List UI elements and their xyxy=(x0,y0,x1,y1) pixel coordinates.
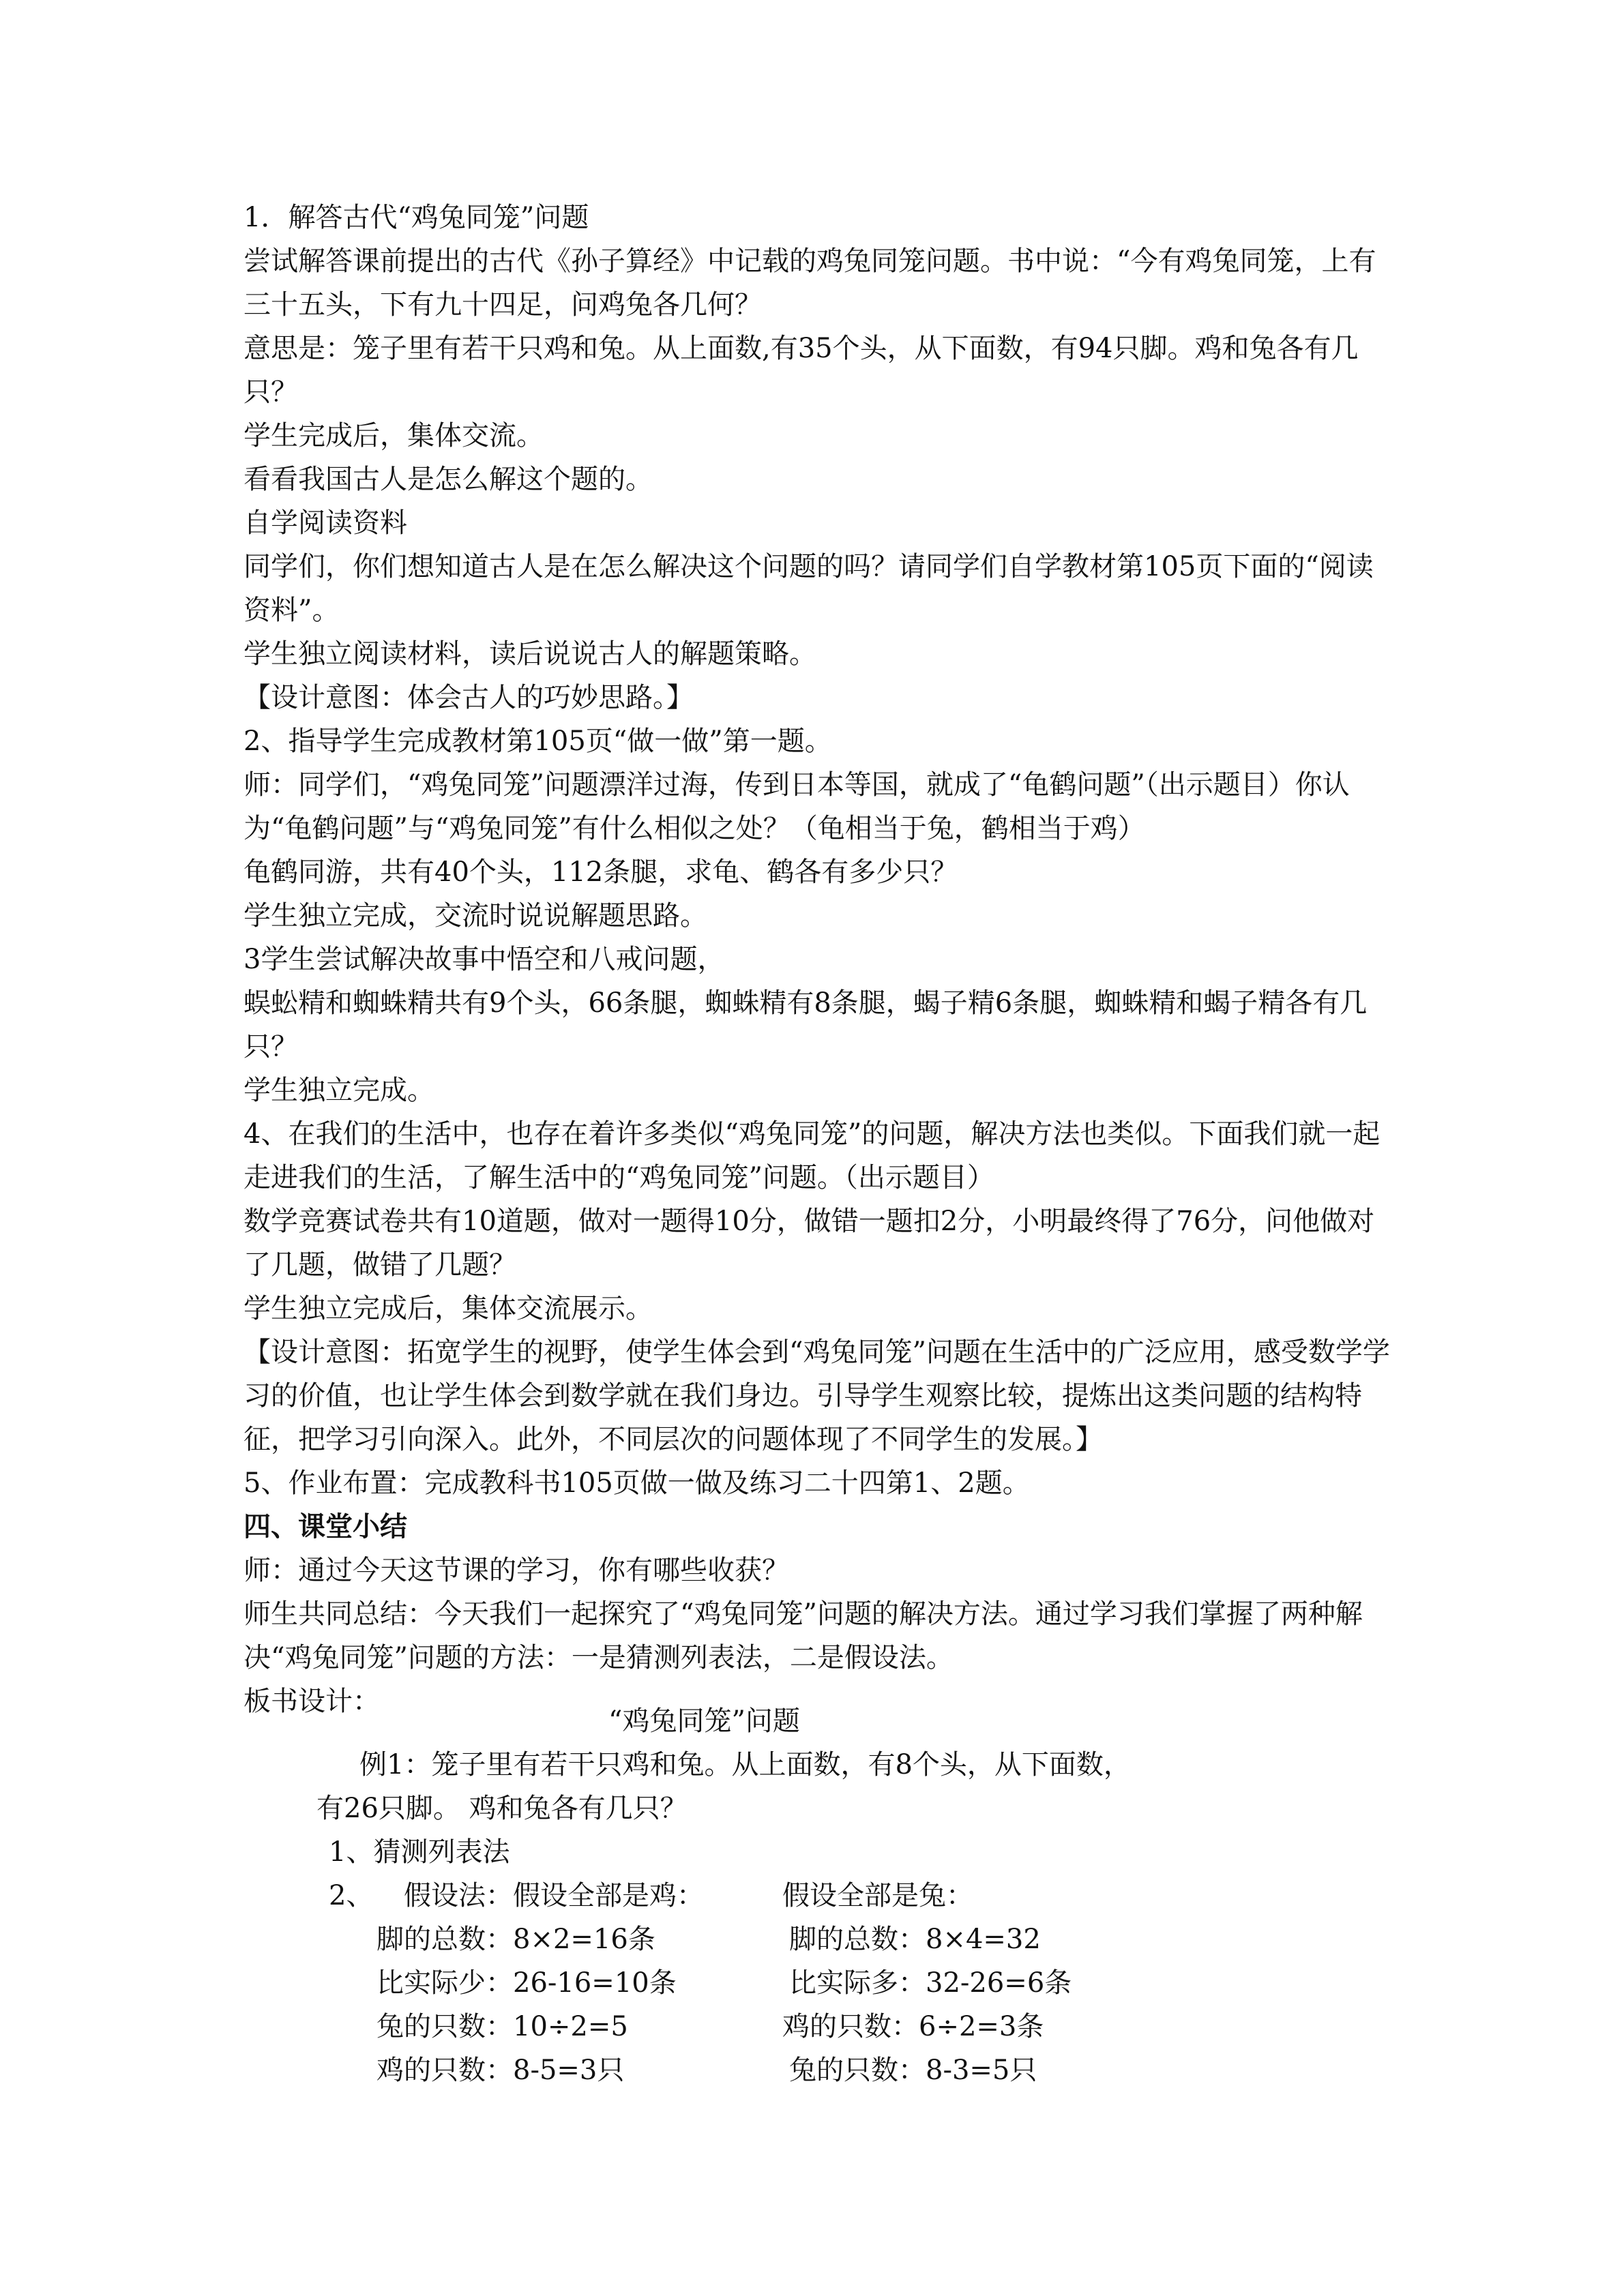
paragraph: 师：同学们，“鸡兔同笼”问题漂洋过海，传到日本等国，就成了“龟鹤问题”（出示题目）你认为“龟鹤问题”与“鸡兔同笼”有什么相似之处？（龟相当于兔，鹤相当于鸡） xyxy=(243,769,1350,844)
board-example-line1: 例1：笼子里有若干只鸡和兔。从上面数，有8个头，从下面数， xyxy=(359,1749,1131,1780)
board-left-calc: 比实际少：26-16=10条 xyxy=(377,1967,677,1999)
paragraph: 4、在我们的生活中，也存在着许多类似“鸡兔同笼”的问题，解决方法也类似。下面我们就一起走进我们的生活，了解生活中的“鸡兔同笼”问题。（出示题目） xyxy=(243,1118,1381,1193)
lesson-body xyxy=(243,196,1396,1723)
board-method2-label: 假设法：假设全部是鸡： xyxy=(404,1880,704,1911)
board-right-calc: 鸡的只数：6÷2=3条 xyxy=(782,2011,1044,2042)
board-left-calc: 鸡的只数：8-5=3只 xyxy=(377,2055,625,2086)
blackboard-design xyxy=(243,1699,1396,2092)
paragraph: 数学竞赛试卷共有10道题，做对一题得10分，做错一题扣2分，小明最终得了76分，问他做对了几题，做错了几题？ xyxy=(243,1206,1375,1281)
paragraph: 学生完成后，集体交流。 xyxy=(243,420,544,451)
board-calc-row xyxy=(243,2048,1396,2092)
paragraph: 3学生尝试解决故事中悟空和八戒问题， xyxy=(243,944,725,975)
board-method1-row xyxy=(243,1830,1396,1874)
board-method1: 1、猜测列表法 xyxy=(329,1836,510,1868)
paragraph: 自学阅读资料 xyxy=(243,507,407,539)
paragraph: 1．解答古代“鸡兔同笼”问题 xyxy=(243,202,589,233)
paragraph: 学生独立阅读材料，读后说说古人的解题策略。 xyxy=(243,638,816,670)
board-title: “鸡兔同笼”问题 xyxy=(608,1705,800,1737)
design-intent-note: 【设计意图：拓宽学生的视野，使学生体会到“鸡兔同笼”问题在生活中的广泛应用，感受数学学习的价值，也让学生体会到数学就在我们身边。引导学生观察比较，提炼出这类问题的结构特征，把学习引向深入。此外，不同层次的问题体现了不同学生的发展。】 xyxy=(243,1337,1390,1455)
board-calc-row xyxy=(243,1961,1396,2005)
board-right-calc: 兔的只数：8-3=5只 xyxy=(789,2055,1037,2086)
paragraph: 学生独立完成，交流时说说解题思路。 xyxy=(243,900,707,931)
paragraph: 学生独立完成后，集体交流展示。 xyxy=(243,1293,653,1324)
paragraph: 意思是：笼子里有若干只鸡和兔。从上面数,有35个头，从下面数，有94只脚。鸡和兔各有几只？ xyxy=(243,333,1359,408)
paragraph: 龟鹤同游，共有40个头，112条腿，求龟、鹤各有多少只？ xyxy=(243,856,958,888)
board-calc-row xyxy=(243,1918,1396,1961)
paragraph: 2、指导学生完成教材第105页“做一做”第一题。 xyxy=(243,726,832,757)
board-right-calc: 脚的总数：8×4=32 xyxy=(789,1924,1041,1955)
paragraph: 师：通过今天这节课的学习，你有哪些收获？ xyxy=(243,1555,789,1586)
board-method2-row xyxy=(243,1874,1396,1918)
board-example-row xyxy=(243,1787,1396,1830)
section-heading: 四、课堂小结 xyxy=(243,1510,407,1542)
board-method2-right: 假设全部是兔： xyxy=(782,1880,973,1911)
paragraph: 尝试解答课前提出的古代《孙子算经》中记载的鸡兔同笼问题。书中说：“今有鸡兔同笼，上有三十五头，下有九十四足，问鸡兔各几何？ xyxy=(243,245,1376,320)
board-title-row xyxy=(243,1699,1396,1743)
board-left-calc: 脚的总数：8×2=16条 xyxy=(377,1924,655,1955)
board-example-row xyxy=(243,1743,1396,1787)
paragraph: 蜈蚣精和蜘蛛精共有9个头，66条腿，蜘蛛精有8条腿，蝎子精6条腿，蜘蛛精和蝎子精各有几只？ xyxy=(243,987,1368,1062)
paragraph: 5、作业布置：完成教科书105页做一做及练习二十四第1、2题。 xyxy=(243,1467,1030,1499)
board-left-calc: 兔的只数：10÷2=5 xyxy=(377,2011,628,2042)
paragraph: 同学们，你们想知道古人是在怎么解决这个问题的吗？请同学们自学教材第105页下面的“阅读资料”。 xyxy=(243,551,1374,626)
board-example-line2: 有26只脚。 鸡和兔各有几只？ xyxy=(316,1793,688,1824)
paragraph: 看看我国古人是怎么解这个题的。 xyxy=(243,464,653,495)
paragraph: 师生共同总结：今天我们一起探究了“鸡兔同笼”问题的解决方法。通过学习我们掌握了两种解决“鸡兔同笼”问题的方法：一是猜测列表法，二是假设法。 xyxy=(243,1598,1363,1673)
paragraph: 学生独立完成。 xyxy=(243,1075,434,1106)
board-right-calc: 比实际多：32-26=6条 xyxy=(789,1967,1072,1999)
board-calc-row xyxy=(243,2005,1396,2048)
board-method2-num: 2、 xyxy=(329,1880,374,1911)
paragraph: 板书设计： xyxy=(243,1686,380,1717)
design-intent-note: 【设计意图：体会古人的巧妙思路。】 xyxy=(243,682,694,713)
